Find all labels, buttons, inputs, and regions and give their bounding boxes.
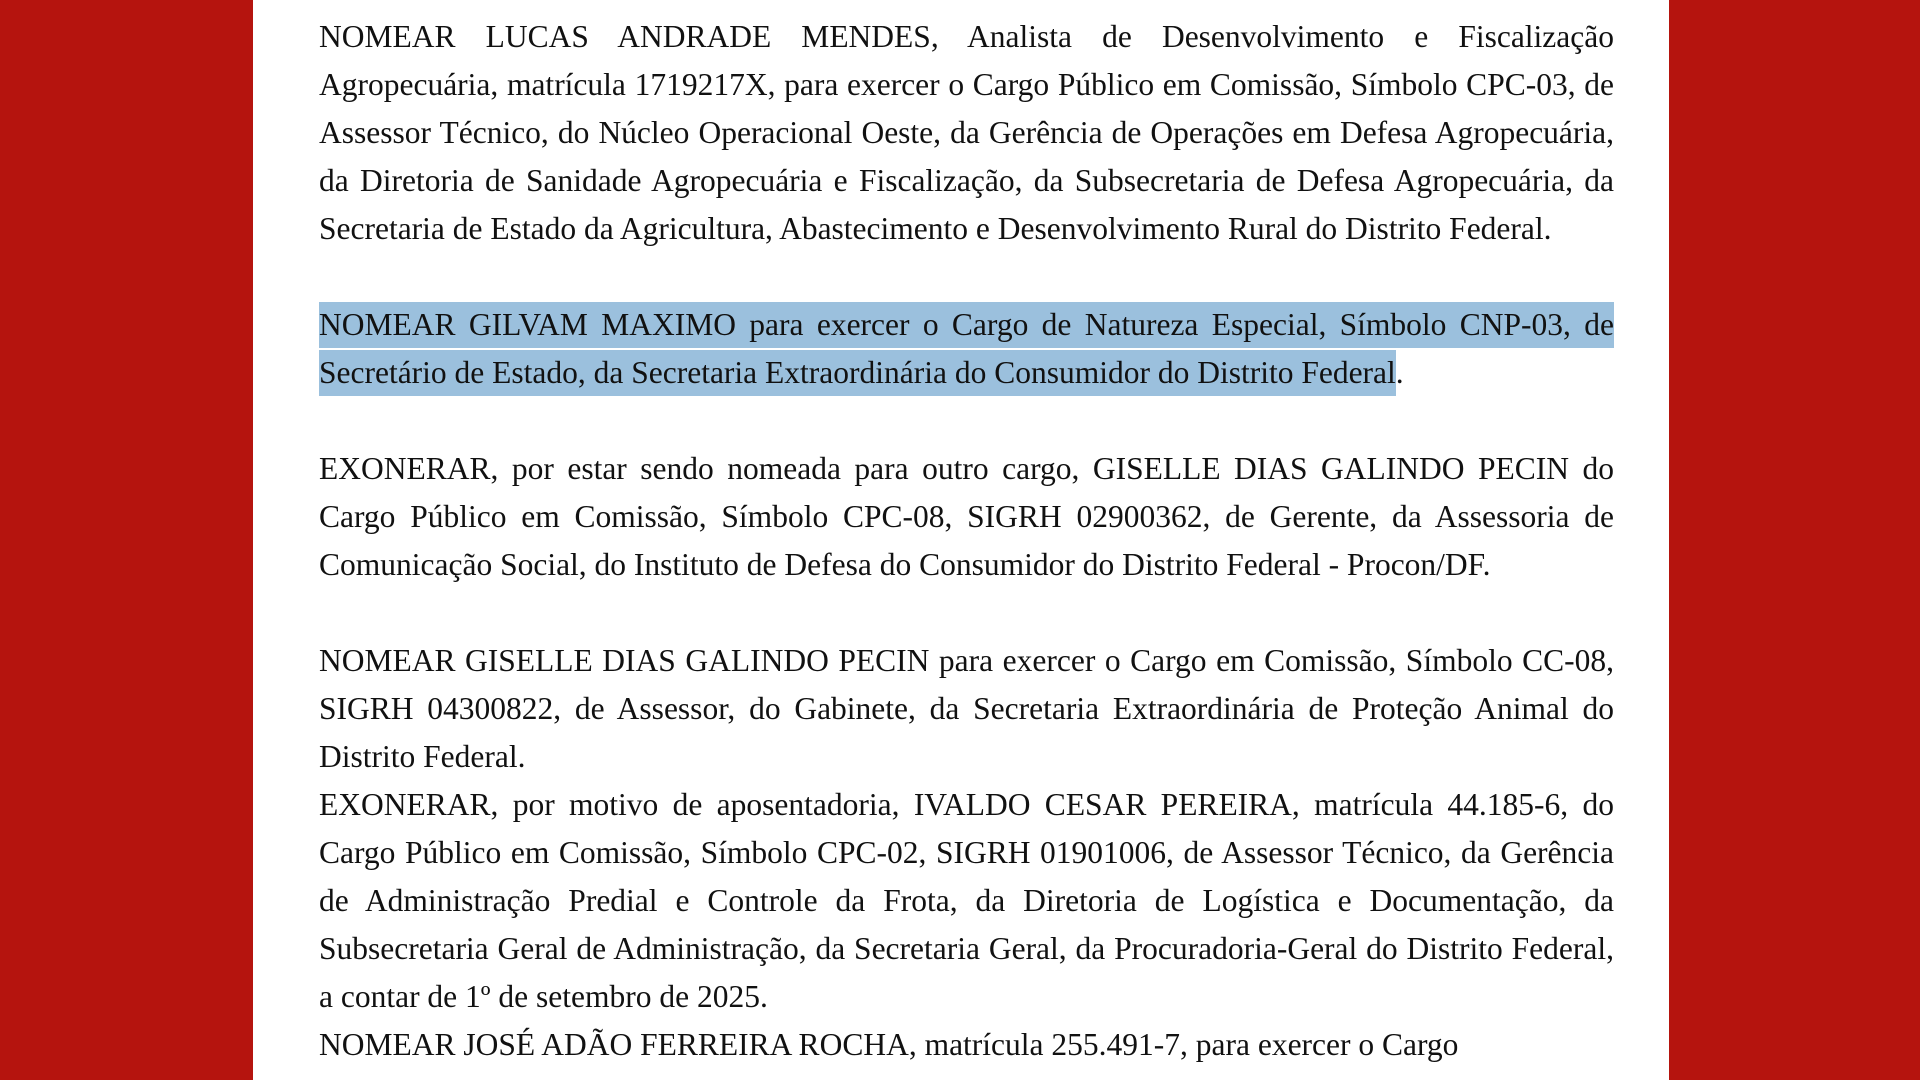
document-page xyxy=(253,0,1669,1080)
paragraph-nomear-gilvam[interactable] xyxy=(319,301,1614,397)
paragraph-exonerar-giselle: EXONERAR, por estar sendo nomeada para outro cargo, GISELLE DIAS GALINDO PECIN do Cargo Público em Comissão, Símbolo CPC-08, SIGRH 02900362, de Gerente, da Assessoria de Comunicação Social, do Instituto de Defesa do Consumidor do Distrito Federal - Procon/DF. xyxy=(319,451,1614,582)
page-bottom-edge xyxy=(253,1066,1669,1080)
paragraph-nomear-giselle: NOMEAR GISELLE DIAS GALINDO PECIN para exercer o Cargo em Comissão, Símbolo CC-08, SIGRH 04300822, de Assessor, do Gabinete, da Secretaria Extraordinária de Proteção Animal do Distrito Federal. xyxy=(319,643,1614,774)
paragraph-nomear-lucas: NOMEAR LUCAS ANDRADE MENDES, Analista de Desenvolvimento e Fiscalização Agropecuária, matrícula 1719217X, para exercer o Cargo Público em Comissão, Símbolo CPC-03, de Assessor Técnico, do Núcleo Operacional Oeste, da Gerência de Operações em Defesa Agropecuária, da Diretoria de Sanidade Agropecuária e Fiscalização, da Subsecretaria de Defesa Agropecuária, da Secretaria de Estado da Agricultura, Abastecimento e Desenvolvimento Rural do Distrito Federal. xyxy=(319,19,1614,246)
text-selection-highlight[interactable]: NOMEAR GILVAM MAXIMO para exercer o Cargo de Natureza Especial, Símbolo CNP-03, de Secretário de Estado, da Secretaria Extraordinária do Consumidor do Distrito Federal xyxy=(319,302,1614,396)
paragraph-nomear-jose: NOMEAR JOSÉ ADÃO FERREIRA ROCHA, matrícula 255.491-7, para exercer o Cargo xyxy=(319,1027,1459,1062)
paragraph-trailing-period: . xyxy=(1395,355,1404,390)
paragraph-exonerar-ivaldo: EXONERAR, por motivo de aposentadoria, IVALDO CESAR PEREIRA, matrícula 44.185-6, do Cargo Público em Comissão, Símbolo CPC-02, SIGRH 01901006, de Assessor Técnico, da Gerência de Administração Predial e Controle da Frota, da Diretoria de Logística e Documentação, da Subsecretaria Geral de Administração, da Secretaria Geral, da Procuradoria-Geral do Distrito Federal, a contar de 1º de setembro de 2025. xyxy=(319,787,1614,1014)
